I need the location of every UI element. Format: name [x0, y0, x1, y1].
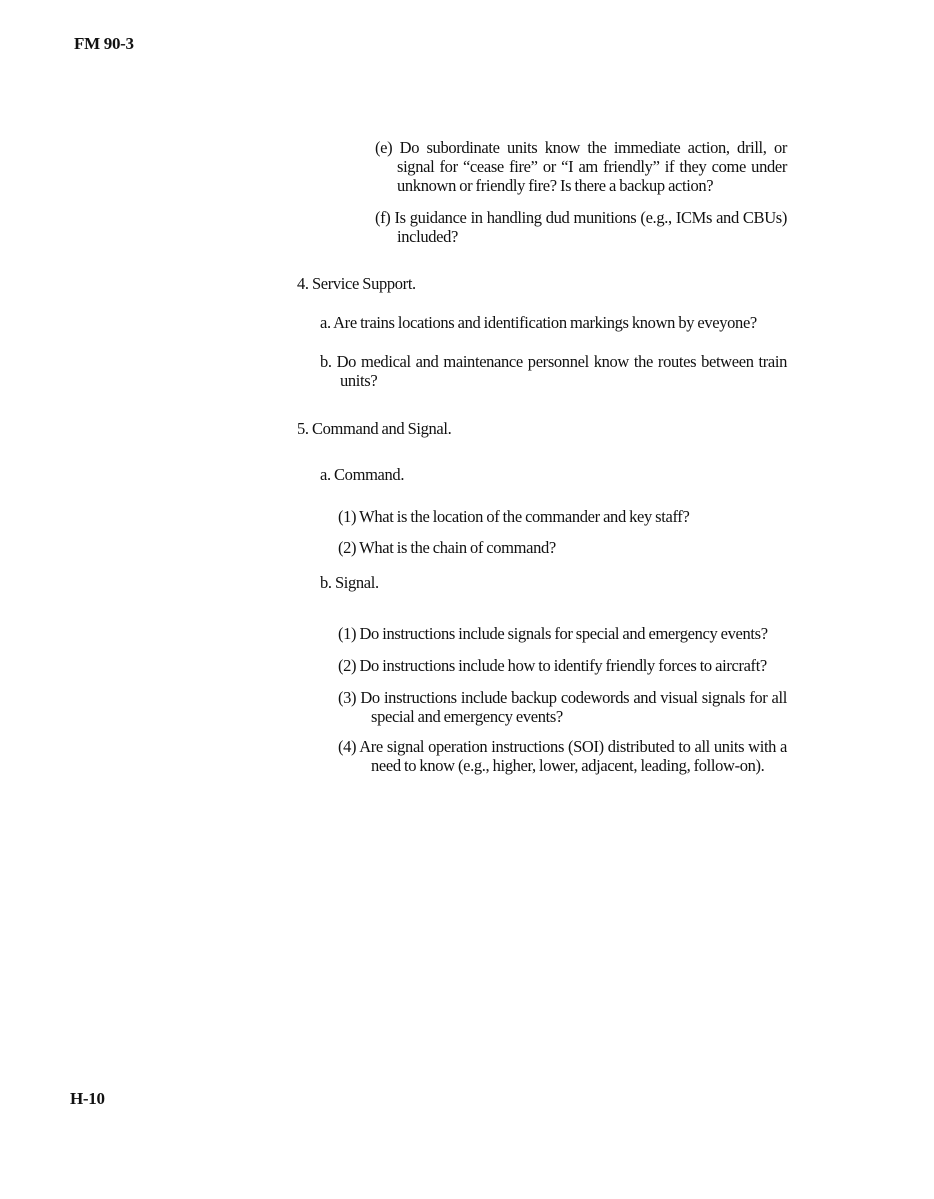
signal-item-3: (3) Do instructions include backup codewords and visual signals for all special and emergency events?	[338, 688, 787, 726]
service-support-item-b	[320, 352, 787, 390]
signal-item-2: (2) Do instructions include how to identify friendly forces to aircraft?	[338, 656, 767, 675]
service-support-item-a: a. Are trains locations and identification markings known by eveyone?	[320, 313, 757, 332]
command-subheading: a. Command.	[320, 465, 405, 484]
item-f-dud-munitions: (f) Is guidance in handling dud munitions (e.g., ICMs and CBUs) included?	[375, 208, 787, 246]
page-number: H-10	[70, 1089, 105, 1108]
item-e-cease-fire-signal: (e) Do subordinate units know the immediate action, drill, or signal for “cease fire” or “I am friendly” if they come under unknown or friendly fire? Is there a backup action?	[375, 138, 787, 195]
signal-item-1: (1) Do instructions include signals for special and emergency events?	[338, 624, 768, 643]
command-item-2: (2) What is the chain of command?	[338, 538, 556, 557]
command-item-1: (1) What is the location of the commander and key staff?	[338, 507, 690, 526]
signal-subheading: b. Signal.	[320, 573, 379, 592]
service-support-item-b-text: b. Do medical and maintenance personnel know the routes between train units?	[320, 352, 787, 390]
page-header: FM 90-3	[74, 34, 134, 53]
signal-item-4: (4) Are signal operation instructions (SOI) distributed to all units with a need to know (e.g., higher, lower, adjacent, leading, follow-on).	[338, 737, 787, 775]
section-5-heading: 5. Command and Signal.	[297, 419, 452, 438]
section-4-heading: 4. Service Support.	[297, 274, 416, 293]
